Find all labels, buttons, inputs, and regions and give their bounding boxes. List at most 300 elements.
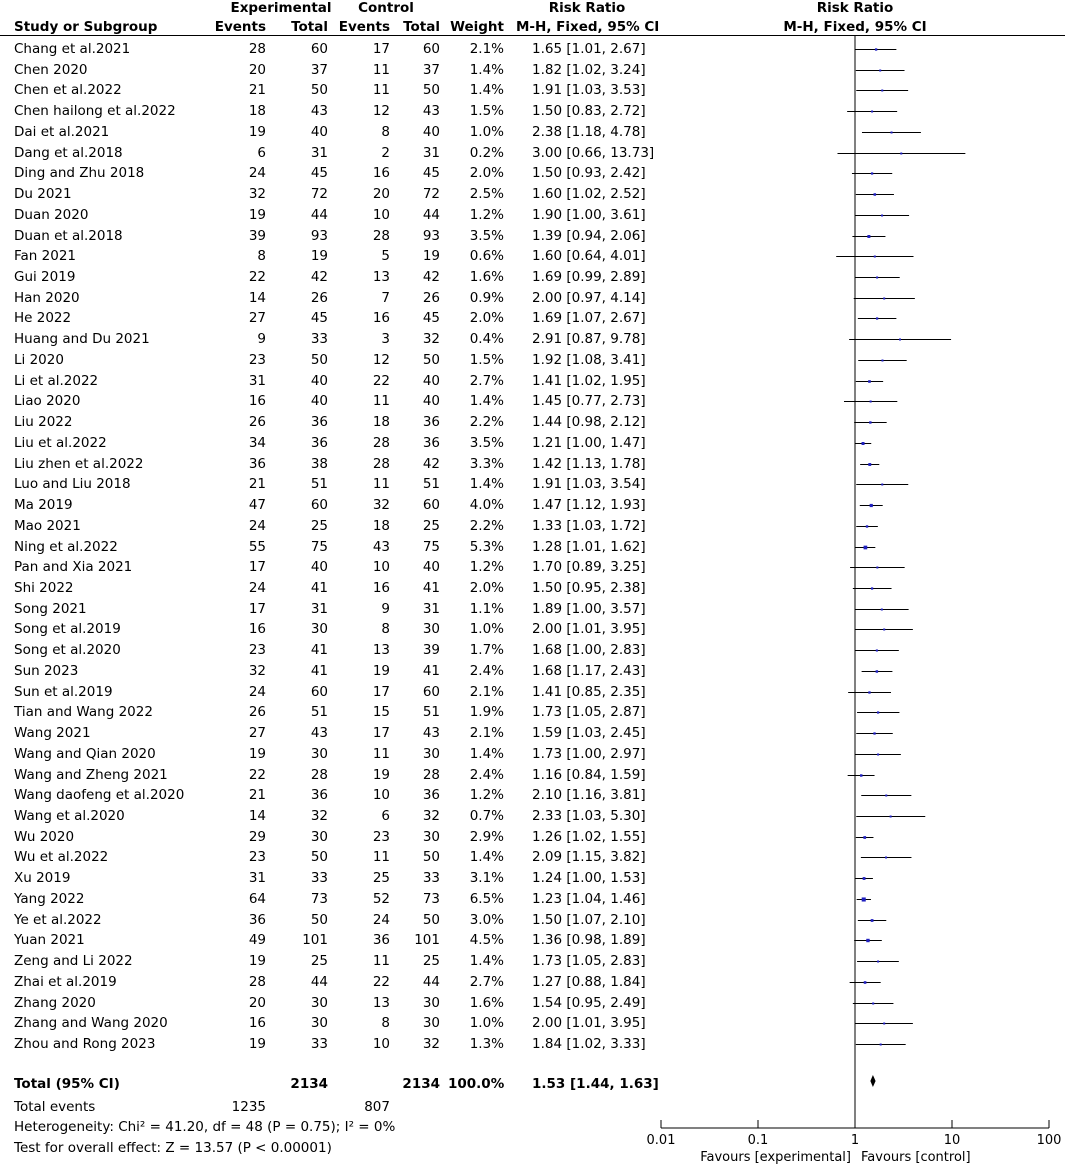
exp-total: 31 <box>310 601 328 617</box>
study-name: Tian and Wang 2022 <box>14 704 153 720</box>
point-marker <box>877 961 879 963</box>
exp-total: 30 <box>310 1015 328 1031</box>
exp-events: 23 <box>248 642 266 658</box>
exp-events: 20 <box>248 62 266 78</box>
ctl-events: 16 <box>372 165 390 181</box>
ctl-total: 30 <box>422 995 440 1011</box>
exp-events: 26 <box>248 414 266 430</box>
ctl-events: 5 <box>381 248 390 264</box>
ctl-total: 42 <box>422 456 440 472</box>
exp-events: 21 <box>248 82 266 98</box>
exp-events: 21 <box>248 476 266 492</box>
point-marker <box>879 70 881 72</box>
study-name: Fan 2021 <box>14 248 77 264</box>
ctl-events: 22 <box>372 974 390 990</box>
study-ci: 2.09 [1.15, 3.82] <box>532 849 646 865</box>
ctl-events: 28 <box>372 435 390 451</box>
point-marker <box>870 504 873 507</box>
exp-events: 36 <box>248 456 266 472</box>
study-ci: 1.91 [1.03, 3.53] <box>532 82 646 98</box>
exp-total: 30 <box>310 621 328 637</box>
study-ci: 1.90 [1.00, 3.61] <box>532 207 646 223</box>
point-marker <box>866 939 869 942</box>
exp-events: 17 <box>248 601 266 617</box>
ctl-total: 30 <box>422 1015 440 1031</box>
exp-events: 20 <box>248 995 266 1011</box>
exp-total: 60 <box>310 684 328 700</box>
ctl-events: 18 <box>372 414 390 430</box>
ctl-total: 41 <box>422 663 440 679</box>
study-name: Shi 2022 <box>14 580 74 596</box>
study-name: Chang et al.2021 <box>14 41 131 57</box>
study-weight: 1.1% <box>469 601 504 617</box>
x-tick-label: 1 <box>850 1133 860 1148</box>
study-weight: 1.4% <box>469 393 504 409</box>
exp-total: 40 <box>310 373 328 389</box>
study-ci: 2.91 [0.87, 9.78] <box>532 331 646 347</box>
total-exp-total: 2134 <box>290 1076 328 1092</box>
exp-events: 16 <box>248 1015 266 1031</box>
study-weight: 3.1% <box>469 870 504 886</box>
study-name: Ye et al.2022 <box>14 912 102 928</box>
study-name: Ning et al.2022 <box>14 539 118 555</box>
exp-total: 50 <box>310 912 328 928</box>
exp-events: 14 <box>248 808 266 824</box>
study-ci: 2.00 [1.01, 3.95] <box>532 1015 646 1031</box>
ctl-total: 43 <box>422 725 440 741</box>
exp-events: 47 <box>248 497 266 513</box>
exp-total: 36 <box>310 787 328 803</box>
exp-total: 31 <box>310 145 328 161</box>
study-ci: 1.59 [1.03, 2.45] <box>532 725 646 741</box>
exp-total: 51 <box>310 476 328 492</box>
ctl-events: 43 <box>372 539 390 555</box>
study-ci: 1.45 [0.77, 2.73] <box>532 393 646 409</box>
study-weight: 0.7% <box>469 808 504 824</box>
exp-events: 16 <box>248 621 266 637</box>
x-tick-label: 100 <box>1036 1133 1062 1148</box>
ctl-events: 23 <box>372 829 390 845</box>
study-weight: 3.0% <box>469 912 504 928</box>
study-name: Liu zhen et al.2022 <box>14 456 144 472</box>
study-name: Ma 2019 <box>14 497 73 513</box>
exp-total: 44 <box>310 974 328 990</box>
study-ci: 2.00 [0.97, 4.14] <box>532 290 646 306</box>
point-marker <box>876 649 878 651</box>
study-ci: 1.73 [1.00, 2.97] <box>532 746 646 762</box>
study-weight: 5.3% <box>469 539 504 555</box>
study-weight: 0.9% <box>469 290 504 306</box>
exp-total: 30 <box>310 746 328 762</box>
study-weight: 2.1% <box>469 41 504 57</box>
study-name: Wu et al.2022 <box>14 849 109 865</box>
study-name: Mao 2021 <box>14 518 81 534</box>
study-weight: 2.2% <box>469 518 504 534</box>
study-ci: 2.33 [1.03, 5.30] <box>532 808 646 824</box>
ctl-events: 11 <box>372 953 390 969</box>
exp-total: 43 <box>310 103 328 119</box>
study-weight: 2.2% <box>469 414 504 430</box>
study-weight: 2.5% <box>469 186 504 202</box>
ctl-events: 12 <box>372 352 390 368</box>
study-weight: 4.5% <box>469 932 504 948</box>
exp-total: 40 <box>310 393 328 409</box>
exp-total: 42 <box>310 269 328 285</box>
study-name: Gui 2019 <box>14 269 76 285</box>
study-name: Luo and Liu 2018 <box>14 476 131 492</box>
study-weight: 2.9% <box>469 829 504 845</box>
exp-events: 32 <box>248 663 266 679</box>
exp-events: 64 <box>248 891 266 907</box>
col-ctl-events: Events <box>338 19 390 35</box>
study-name: Huang and Du 2021 <box>14 331 150 347</box>
point-marker <box>881 360 883 362</box>
ctl-events: 10 <box>372 207 390 223</box>
point-marker <box>872 1002 874 1004</box>
ctl-total: 32 <box>422 1036 440 1052</box>
study-weight: 1.9% <box>469 704 504 720</box>
point-marker <box>883 629 885 631</box>
study-weight: 1.5% <box>469 352 504 368</box>
study-name: Dang et al.2018 <box>14 145 123 161</box>
exp-total: 50 <box>310 849 328 865</box>
study-weight: 2.1% <box>469 725 504 741</box>
study-weight: 2.1% <box>469 684 504 700</box>
study-name: Du 2021 <box>14 186 72 202</box>
study-ci: 1.44 [0.98, 2.12] <box>532 414 646 430</box>
ctl-total: 40 <box>422 124 440 140</box>
ctl-events: 2 <box>381 145 390 161</box>
point-marker <box>862 442 865 445</box>
exp-total: 75 <box>310 539 328 555</box>
ctl-total: 37 <box>422 62 440 78</box>
study-ci: 1.91 [1.03, 3.54] <box>532 476 646 492</box>
study-weight: 1.0% <box>469 621 504 637</box>
exp-total: 19 <box>310 248 328 264</box>
exp-events: 19 <box>248 746 266 762</box>
study-weight: 3.3% <box>469 456 504 472</box>
ctl-events: 28 <box>372 456 390 472</box>
exp-events: 22 <box>248 269 266 285</box>
study-name: Liu et al.2022 <box>14 435 107 451</box>
col-exp-total: Total <box>291 19 328 35</box>
exp-events: 34 <box>248 435 266 451</box>
exp-events: 8 <box>257 248 266 264</box>
ctl-total: 93 <box>422 228 440 244</box>
ctl-total: 45 <box>422 310 440 326</box>
point-marker <box>899 339 901 341</box>
col-study: Study or Subgroup <box>14 19 158 35</box>
exp-total: 44 <box>310 207 328 223</box>
ctl-events: 11 <box>372 746 390 762</box>
exp-events: 27 <box>248 310 266 326</box>
study-ci: 1.41 [1.02, 1.95] <box>532 373 646 389</box>
point-marker <box>885 795 887 797</box>
exp-total: 41 <box>310 642 328 658</box>
point-marker <box>862 897 866 901</box>
total-exp-events: 1235 <box>231 1099 266 1115</box>
ctl-events: 11 <box>372 393 390 409</box>
point-marker <box>868 463 871 466</box>
ctl-events: 25 <box>372 870 390 886</box>
point-marker <box>863 877 866 880</box>
study-ci: 1.89 [1.00, 3.57] <box>532 601 646 617</box>
ctl-events: 12 <box>372 103 390 119</box>
study-ci: 1.33 [1.03, 1.72] <box>532 518 646 534</box>
exp-total: 25 <box>310 518 328 534</box>
study-ci: 1.27 [0.88, 1.84] <box>532 974 646 990</box>
ctl-total: 45 <box>422 165 440 181</box>
study-ci: 1.50 [0.95, 2.38] <box>532 580 646 596</box>
study-name: Chen 2020 <box>14 62 88 78</box>
study-name: Pan and Xia 2021 <box>14 559 133 575</box>
exp-total: 93 <box>310 228 328 244</box>
study-name: Zhang 2020 <box>14 995 96 1011</box>
study-name: Duan et al.2018 <box>14 228 123 244</box>
point-marker <box>876 317 878 319</box>
study-weight: 6.5% <box>469 891 504 907</box>
plot-method: M-H, Fixed, 95% CI <box>783 19 927 35</box>
study-name: Han 2020 <box>14 290 80 306</box>
ctl-total: 51 <box>422 704 440 720</box>
ctl-events: 10 <box>372 559 390 575</box>
point-marker <box>874 256 876 258</box>
study-ci: 2.10 [1.16, 3.81] <box>532 787 646 803</box>
exp-total: 30 <box>310 829 328 845</box>
exp-events: 31 <box>248 870 266 886</box>
study-weight: 1.4% <box>469 476 504 492</box>
ctl-total: 30 <box>422 621 440 637</box>
point-marker <box>873 732 875 734</box>
exp-total: 40 <box>310 124 328 140</box>
exp-total: 28 <box>310 767 328 783</box>
exp-events: 28 <box>248 41 266 57</box>
study-weight: 1.4% <box>469 62 504 78</box>
exp-events: 21 <box>248 787 266 803</box>
ctl-total: 73 <box>422 891 440 907</box>
study-name: Chen et al.2022 <box>14 82 122 98</box>
ctl-events: 11 <box>372 62 390 78</box>
study-name: Wang and Zheng 2021 <box>14 767 168 783</box>
ctl-total: 36 <box>422 787 440 803</box>
study-name: Song 2021 <box>14 601 87 617</box>
ctl-total: 25 <box>422 953 440 969</box>
study-name: Sun et al.2019 <box>14 684 113 700</box>
exp-events: 16 <box>248 393 266 409</box>
exp-events: 22 <box>248 767 266 783</box>
ctl-events: 13 <box>372 269 390 285</box>
ctl-total: 50 <box>422 849 440 865</box>
exp-events: 32 <box>248 186 266 202</box>
exp-total: 43 <box>310 725 328 741</box>
exp-total: 25 <box>310 953 328 969</box>
ctl-events: 52 <box>372 891 390 907</box>
study-name: Zhang and Wang 2020 <box>14 1015 168 1031</box>
exp-total: 73 <box>310 891 328 907</box>
exp-events: 18 <box>248 103 266 119</box>
heterogeneity: Heterogeneity: Chi² = 41.20, df = 48 (P = 0.75); I² = 0% <box>14 1119 396 1135</box>
ctl-total: 44 <box>422 974 440 990</box>
ctl-events: 19 <box>372 767 390 783</box>
ctl-events: 22 <box>372 373 390 389</box>
header-experimental: Experimental <box>230 0 332 16</box>
study-weight: 2.0% <box>469 310 504 326</box>
point-marker <box>885 857 887 859</box>
point-marker <box>871 172 873 174</box>
point-marker <box>881 484 883 486</box>
ctl-events: 36 <box>372 932 390 948</box>
exp-total: 41 <box>310 663 328 679</box>
point-marker <box>868 380 871 383</box>
exp-events: 19 <box>248 953 266 969</box>
exp-total: 33 <box>310 870 328 886</box>
exp-events: 19 <box>248 124 266 140</box>
study-weight: 1.4% <box>469 82 504 98</box>
exp-total: 37 <box>310 62 328 78</box>
study-ci: 1.23 [1.04, 1.46] <box>532 891 646 907</box>
study-weight: 3.5% <box>469 228 504 244</box>
ctl-events: 17 <box>372 41 390 57</box>
exp-events: 27 <box>248 725 266 741</box>
point-marker <box>876 670 878 672</box>
exp-events: 14 <box>248 290 266 306</box>
col-ctl-total: Total <box>403 19 440 35</box>
study-ci: 1.42 [1.13, 1.78] <box>532 456 646 472</box>
study-weight: 0.4% <box>469 331 504 347</box>
study-name: Xu 2019 <box>14 870 71 886</box>
study-ci: 1.73 [1.05, 2.87] <box>532 704 646 720</box>
ctl-total: 75 <box>422 539 440 555</box>
point-marker <box>876 276 878 278</box>
study-ci: 1.60 [1.02, 2.52] <box>532 186 646 202</box>
favours-left-label: Favours [experimental] <box>700 1150 851 1165</box>
point-marker <box>874 193 877 196</box>
col-method: M-H, Fixed, 95% CI <box>516 19 660 35</box>
ctl-events: 28 <box>372 228 390 244</box>
ctl-total: 25 <box>422 518 440 534</box>
ctl-total: 36 <box>422 435 440 451</box>
study-weight: 2.0% <box>469 580 504 596</box>
exp-events: 29 <box>248 829 266 845</box>
study-weight: 3.5% <box>469 435 504 451</box>
study-name: Duan 2020 <box>14 207 89 223</box>
exp-events: 24 <box>248 580 266 596</box>
total-ctl-total: 2134 <box>402 1076 440 1092</box>
ctl-total: 31 <box>422 601 440 617</box>
exp-total: 33 <box>310 1036 328 1052</box>
exp-total: 51 <box>310 704 328 720</box>
exp-events: 23 <box>248 849 266 865</box>
x-tick-label: 0.1 <box>747 1133 769 1148</box>
exp-total: 40 <box>310 559 328 575</box>
study-ci: 1.69 [0.99, 2.89] <box>532 269 646 285</box>
ctl-events: 32 <box>372 497 390 513</box>
study-name: Wang 2021 <box>14 725 91 741</box>
ctl-total: 51 <box>422 476 440 492</box>
study-weight: 1.7% <box>469 642 504 658</box>
exp-total: 50 <box>310 82 328 98</box>
study-weight: 1.0% <box>469 1015 504 1031</box>
exp-total: 30 <box>310 995 328 1011</box>
exp-events: 6 <box>257 145 266 161</box>
ctl-events: 16 <box>372 580 390 596</box>
exp-events: 24 <box>248 518 266 534</box>
point-marker <box>869 421 871 423</box>
study-ci: 1.47 [1.12, 1.93] <box>532 497 646 513</box>
study-ci: 1.84 [1.02, 3.33] <box>532 1036 646 1052</box>
ctl-events: 11 <box>372 476 390 492</box>
overall-effect: Test for overall effect: Z = 13.57 (P < 0.00001) <box>14 1140 332 1156</box>
exp-events: 17 <box>248 559 266 575</box>
study-ci: 2.00 [1.01, 3.95] <box>532 621 646 637</box>
study-ci: 1.82 [1.02, 3.24] <box>532 62 646 78</box>
point-marker <box>881 215 883 217</box>
study-weight: 2.4% <box>469 663 504 679</box>
ctl-total: 41 <box>422 580 440 596</box>
favours-right-label: Favours [control] <box>861 1150 971 1165</box>
col-exp-events: Events <box>214 19 266 35</box>
exp-events: 23 <box>248 352 266 368</box>
ctl-total: 43 <box>422 103 440 119</box>
point-marker <box>890 816 892 818</box>
point-marker <box>891 132 893 134</box>
study-name: Sun 2023 <box>14 663 79 679</box>
study-name: Wang and Qian 2020 <box>14 746 156 762</box>
ctl-events: 10 <box>372 787 390 803</box>
study-name: Zeng and Li 2022 <box>14 953 133 969</box>
ctl-total: 50 <box>422 912 440 928</box>
ctl-total: 50 <box>422 82 440 98</box>
study-weight: 1.5% <box>469 103 504 119</box>
ctl-events: 20 <box>372 186 390 202</box>
ctl-total: 32 <box>422 808 440 824</box>
study-name: Liao 2020 <box>14 393 81 409</box>
study-name: Li 2020 <box>14 352 64 368</box>
point-marker <box>883 298 885 300</box>
study-weight: 1.2% <box>469 207 504 223</box>
ctl-total: 72 <box>422 186 440 202</box>
ctl-events: 3 <box>381 331 390 347</box>
total-ci: 1.53 [1.44, 1.63] <box>532 1076 659 1092</box>
study-name: Song et al.2020 <box>14 642 121 658</box>
ctl-events: 19 <box>372 663 390 679</box>
study-name: Wang et al.2020 <box>14 808 125 824</box>
exp-total: 36 <box>310 414 328 430</box>
study-weight: 2.7% <box>469 974 504 990</box>
ctl-total: 40 <box>422 559 440 575</box>
exp-events: 26 <box>248 704 266 720</box>
study-ci: 1.21 [1.00, 1.47] <box>532 435 646 451</box>
ctl-total: 40 <box>422 373 440 389</box>
ctl-events: 6 <box>381 808 390 824</box>
study-ci: 1.60 [0.64, 4.01] <box>532 248 646 264</box>
exp-total: 45 <box>310 310 328 326</box>
study-weight: 2.4% <box>469 767 504 783</box>
study-ci: 1.41 [0.85, 2.35] <box>532 684 646 700</box>
summary-diamond <box>870 1075 875 1087</box>
study-name: Zhou and Rong 2023 <box>14 1036 156 1052</box>
point-marker <box>880 1044 882 1046</box>
x-tick-label: 0.01 <box>646 1133 676 1148</box>
ctl-total: 30 <box>422 746 440 762</box>
exp-events: 24 <box>248 684 266 700</box>
exp-events: 55 <box>248 539 266 555</box>
study-weight: 1.2% <box>469 559 504 575</box>
exp-events: 36 <box>248 912 266 928</box>
total-weight: 100.0% <box>448 1076 505 1092</box>
point-marker <box>875 48 877 50</box>
ctl-events: 18 <box>372 518 390 534</box>
